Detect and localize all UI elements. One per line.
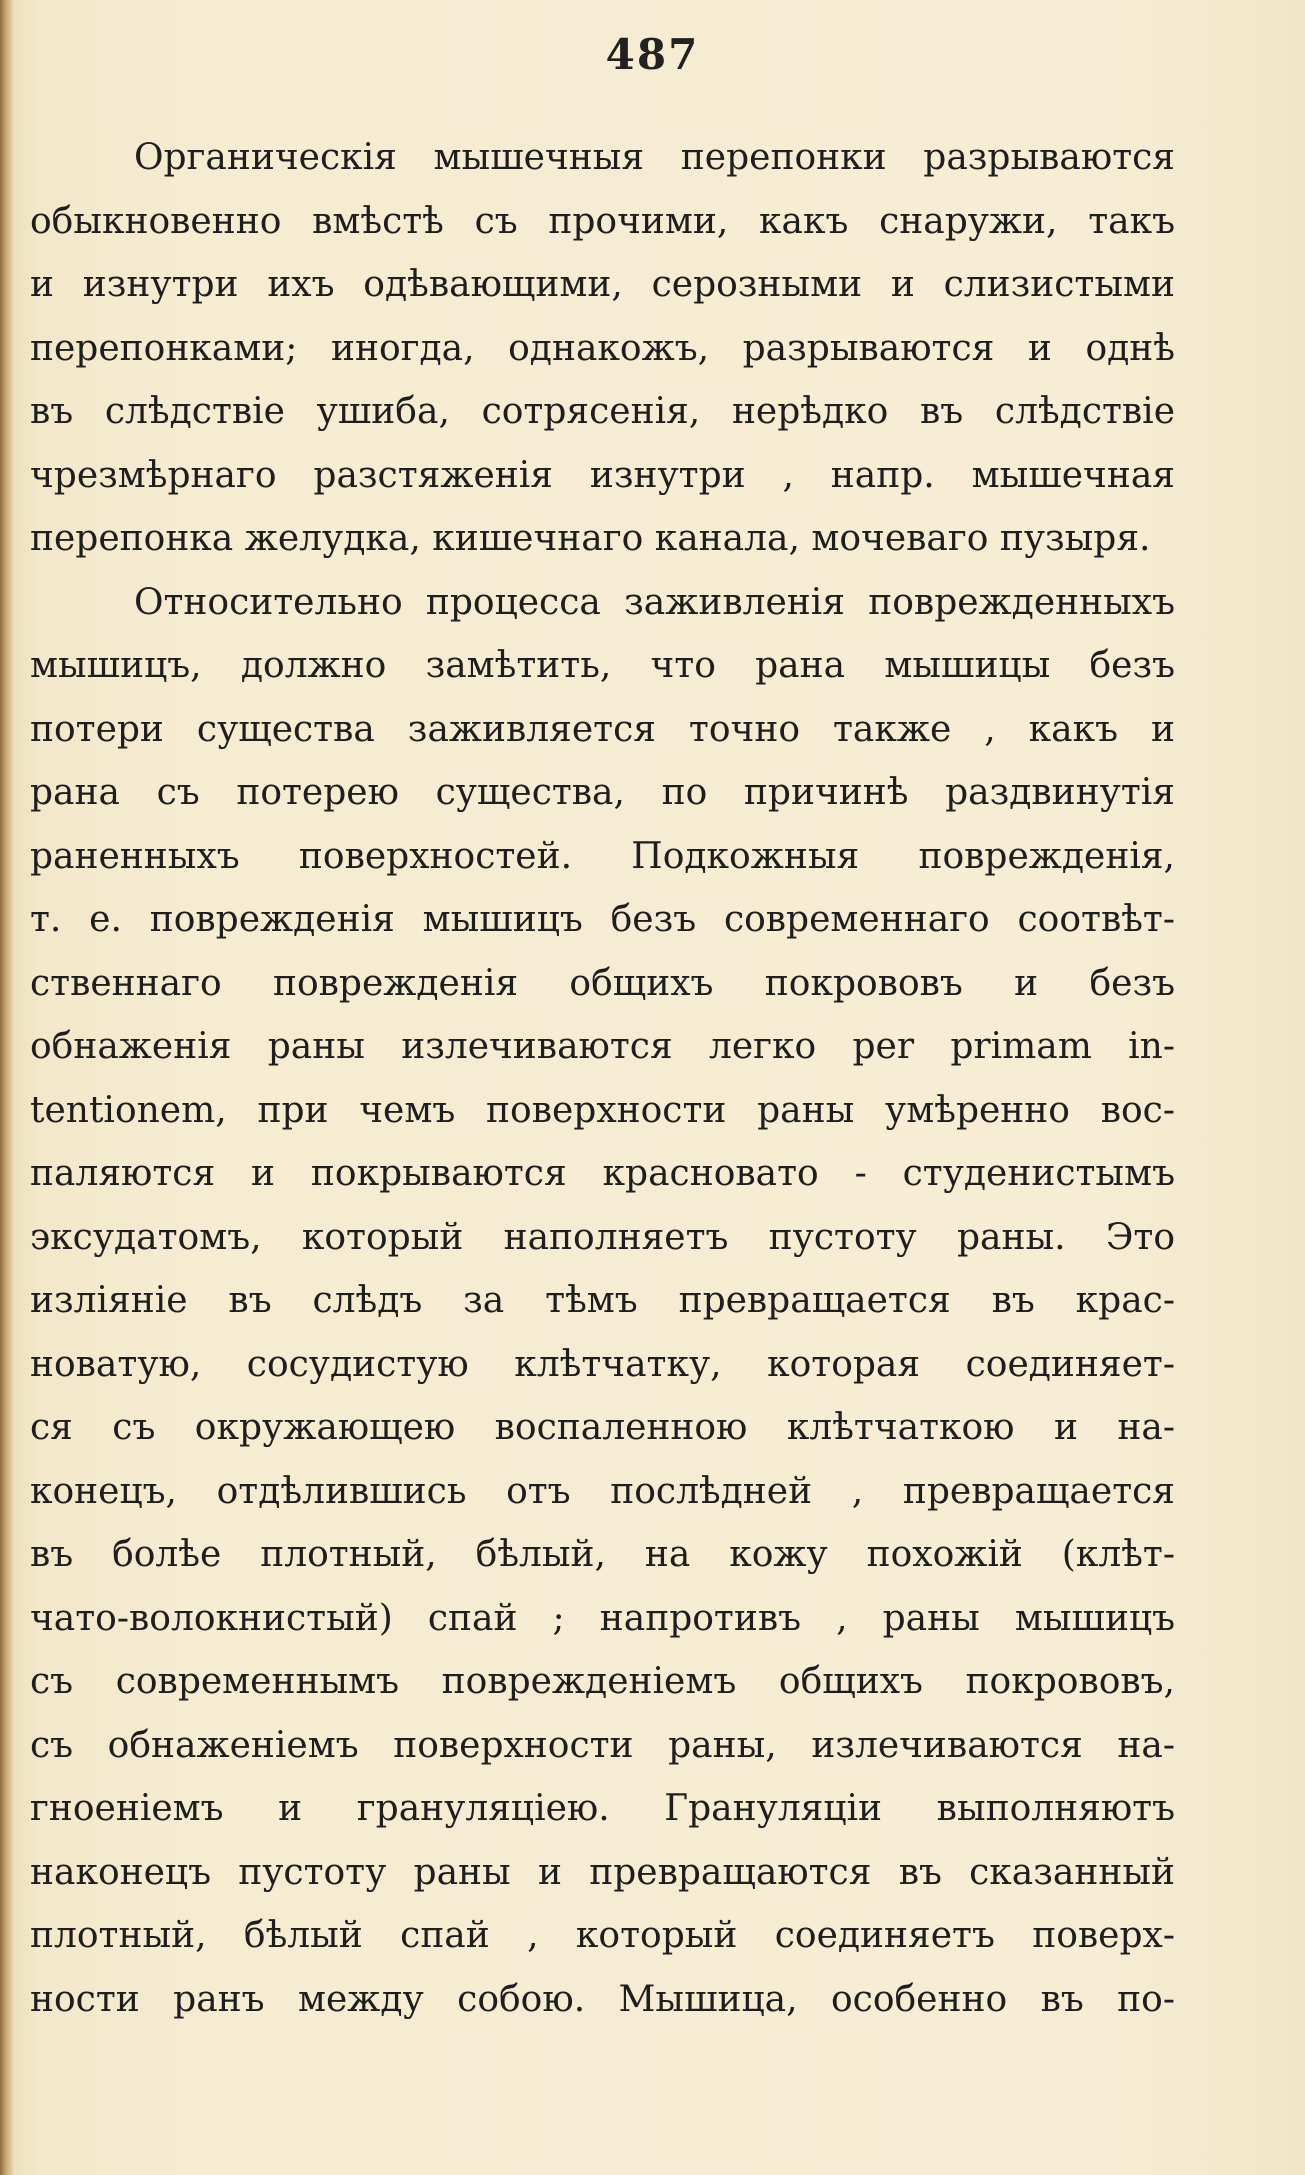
text-line: перепонка желудка, кишечнаго канала, мочеваго пузыря.: [30, 518, 1151, 559]
text-line: чрезмѣрнаго разстяженія изнутри , напр. мышечная: [30, 454, 1175, 496]
text-line: эксудатомъ, который наполняетъ пустоту раны. Это: [30, 1216, 1175, 1258]
text-line: Относительно процесса заживленія поврежденныхъ: [134, 581, 1175, 623]
text-line: мышицъ, должно замѣтить, что рана мышицы безъ: [30, 645, 1175, 686]
text-line: потери существа заживляется точно также , какъ и: [30, 708, 1175, 750]
text-line: tentionem, при чемъ поверхности раны умѣренно вос-: [30, 1089, 1175, 1131]
page-binding-edge: [0, 0, 14, 2175]
text-line: обнаженія раны излечиваются легко per primam in-: [30, 1026, 1175, 1067]
text-line: перепонками; иногда, однакожъ, разрываются и однѣ: [30, 327, 1175, 369]
body-text: [30, 126, 1175, 2031]
text-line: въ слѣдствіе ушиба, сотрясенія, нерѣдко въ слѣдствіе: [30, 391, 1175, 432]
text-line: конецъ, отдѣлившись отъ послѣдней , превращается: [30, 1470, 1175, 1512]
text-line: съ обнаженіемъ поверхности раны, излечиваются на-: [30, 1724, 1175, 1766]
text-line: въ болѣе плотный, бѣлый, на кожу похожій (клѣт-: [30, 1534, 1175, 1575]
text-line: Органическія мышечныя перепонки разрываются: [134, 137, 1175, 178]
text-line: ственнаго поврежденія общихъ покрововъ и безъ: [30, 962, 1175, 1004]
text-line: рана съ потерею существа, по причинѣ раздвинутія: [30, 772, 1175, 813]
text-line: т. е. поврежденія мышицъ безъ современнаго соотвѣт-: [30, 899, 1175, 940]
text-line: новатую, сосудистую клѣтчатку, которая соединяет-: [30, 1343, 1175, 1385]
text-line: раненныхъ поверхностей. Подкожныя поврежденія,: [30, 835, 1175, 877]
text-line: наконецъ пустоту раны и превращаются въ сказанный: [30, 1851, 1175, 1893]
text-line: обыкновенно вмѣстѣ съ прочими, какъ снаружи, такъ: [30, 200, 1175, 242]
text-line: плотный, бѣлый спай , который соединяетъ поверх-: [30, 1915, 1175, 1956]
text-line: ся съ окружающею воспаленною клѣтчаткою и на-: [30, 1407, 1175, 1448]
text-line: гноеніемъ и грануляціею. Грануляціи выполняютъ: [30, 1788, 1175, 1829]
text-line: и изнутри ихъ одѣвающими, серозными и слизистыми: [30, 264, 1175, 305]
text-line: паляются и покрываются красновато - студенистымъ: [30, 1153, 1175, 1194]
text-line: съ современнымъ поврежденіемъ общихъ покрововъ,: [30, 1661, 1175, 1702]
text-line: изліяніе въ слѣдъ за тѣмъ превращается въ крас-: [30, 1280, 1175, 1321]
text-line: ности ранъ между собою. Мышица, особенно въ по-: [30, 1978, 1175, 2020]
page-number: 487: [605, 30, 700, 79]
text-line: чато-волокнистый) спай ; напротивъ , раны мышицъ: [30, 1597, 1175, 1639]
